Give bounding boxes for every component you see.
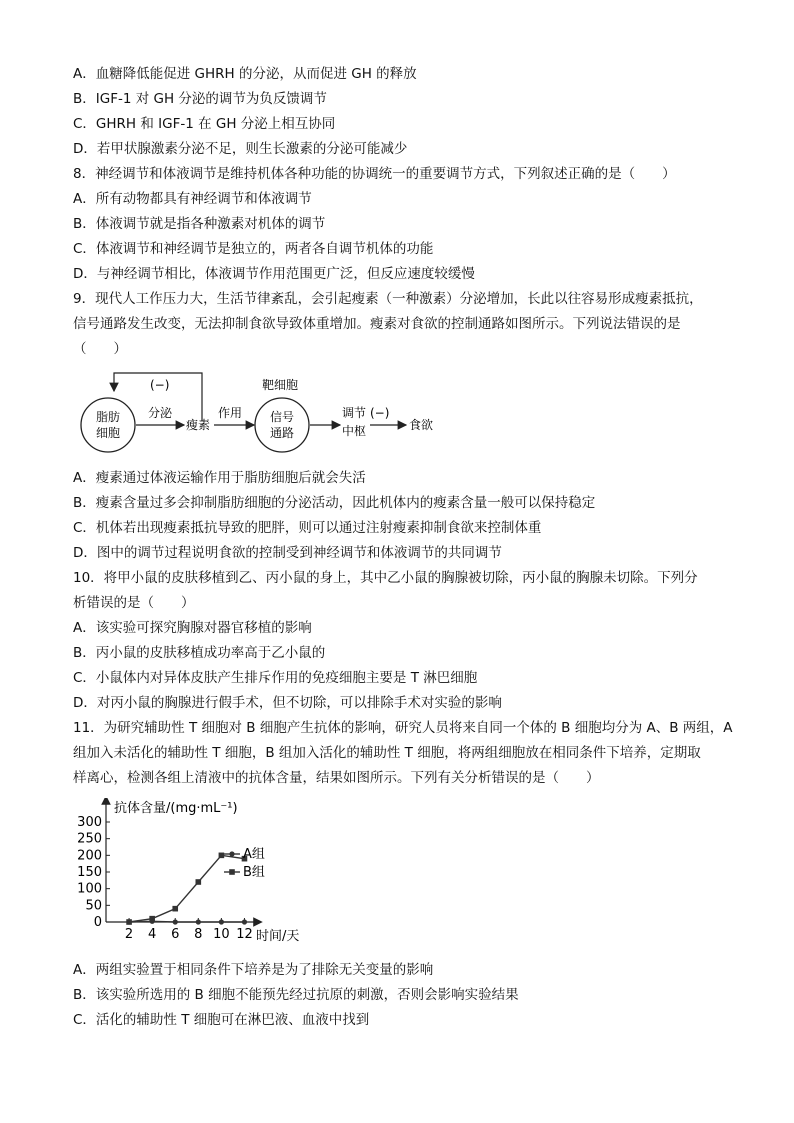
q10-option-b: B．丙小鼠的皮肤移植成功率高于乙小鼠的: [73, 645, 326, 661]
q10-option-c: C．小鼠体内对异体皮肤产生排斥作用的免疫细胞主要是 T 淋巴细胞: [73, 670, 478, 686]
chart-series-line-b: [129, 855, 244, 922]
q9-option-c: C．机体若出现瘦素抵抗导致的肥胖，则可以通过注射瘦素抑制食欲来控制体重: [73, 520, 542, 536]
chart-point-b: [196, 879, 202, 885]
act-label: 作用: [218, 406, 243, 420]
chart-point-b: [149, 916, 155, 922]
q8-option-a: A．所有动物都具有神经调节和体液调节: [73, 191, 312, 207]
q10-stem-line1: 10．将甲小鼠的皮肤移植到乙、丙小鼠的身上，其中乙小鼠的胸腺被切除，丙小鼠的胸腺未切除。下列分: [73, 570, 698, 586]
chart-x-tick-label: 2: [124, 927, 134, 942]
chart-y-axis-label: 抗体含量/(mg·mL⁻¹): [114, 801, 238, 816]
q11-stem-line1: 11．为研究辅助性 T 细胞对 B 细胞产生抗体的影响，研究人员将来自同一个体的 B 细胞均分为 A、B 两组，A: [73, 720, 733, 736]
chart-x-tick-label: 4: [148, 927, 157, 942]
q8-option-c: C．体液调节和神经调节是独立的，两者各自调节机体的功能: [73, 241, 434, 257]
fat-cell-label-1: 脂肪: [95, 410, 121, 424]
chart-point-a: [196, 919, 201, 924]
q11-option-b: B．该实验所选用的 B 细胞不能预先经过抗原的刺激，否则会影响实验结果: [73, 987, 519, 1003]
q9-option-a: A．瘦素通过体液运输作用于脂肪细胞后就会失活: [73, 470, 366, 486]
q8-option-d: D．与神经调节相比，体液调节作用范围更广泛，但反应速度较缓慢: [73, 266, 475, 282]
chart-point-a: [219, 919, 224, 924]
q11-stem-line3: 样离心，检测各组上清液中的抗体含量，结果如图所示。下列有关分析错误的是（ ）: [73, 770, 600, 786]
chart-point-a: [242, 919, 247, 924]
q8-stem: 8．神经调节和体液调节是维持机体各种功能的协调统一的重要调节方式，下列叙述正确的是（ ）: [73, 166, 676, 182]
legend-marker-b: [229, 869, 235, 875]
chart-y-tick-label: 50: [85, 898, 102, 914]
leptin-pathway-diagram: [78, 369, 438, 457]
chart-x-tick-label: 12: [236, 927, 253, 942]
legend-marker-a: [229, 851, 234, 856]
chart-x-axis-label: 时间/天: [256, 929, 300, 944]
q10-stem-line2: 析错误的是（ ）: [73, 595, 195, 611]
signal-pathway-label-1: 信号: [269, 410, 295, 424]
fat-cell-label-2: 细胞: [95, 426, 121, 440]
q11-stem-line2: 组加入未活化的辅助性 T 细胞，B 组加入活化的辅助性 T 细胞，将两组细胞放在相同条件下培养，定期取: [73, 745, 701, 761]
chart-series-line-a: [129, 921, 244, 922]
chart-point-b: [172, 906, 178, 912]
q9-stem-line3: （ ）: [73, 341, 127, 357]
q7-option-c: C．GHRH 和 IGF-1 在 GH 分泌上相互协同: [73, 116, 336, 132]
chart-point-a: [173, 919, 178, 924]
signal-pathway-label-2: 通路: [269, 426, 295, 440]
chart-y-tick-label: 300: [77, 815, 102, 830]
chart-y-tick-label: 200: [77, 848, 102, 864]
feedback-neg-label: (−): [150, 378, 170, 392]
fat-cell-circle: [81, 398, 135, 452]
q7-option-b: B．IGF-1 对 GH 分泌的调节为负反馈调节: [73, 91, 327, 107]
legend-label: A组: [243, 847, 265, 862]
chart-y-tick-label: 100: [77, 881, 102, 897]
chart-x-tick-label: 6: [171, 927, 180, 942]
q10-option-a: A．该实验可探究胸腺对器官移植的影响: [73, 620, 312, 636]
antibody-chart: [74, 798, 306, 948]
chart-point-b: [126, 919, 132, 925]
regulate-neg-label: (−): [370, 406, 390, 420]
q11-option-a: A．两组实验置于相同条件下培养是为了排除无关变量的影响: [73, 962, 434, 978]
chart-y-tick-label: 0: [93, 915, 102, 930]
secrete-label: 分泌: [148, 406, 173, 420]
regulate-label: 调节: [342, 406, 367, 420]
q8-option-b: B．体液调节就是指各种激素对机体的调节: [73, 216, 326, 232]
q9-stem-line2: 信号通路发生改变，无法抑制食欲导致体重增加。瘦素对食欲的控制通路如图所示。下列说法错误的是: [73, 316, 681, 332]
chart-point-b: [219, 853, 225, 859]
q11-option-c: C．活化的辅助性 T 细胞可在淋巴液、血液中找到: [73, 1012, 370, 1028]
q9-option-d: D．图中的调节过程说明食欲的控制受到神经调节和体液调节的共同调节: [73, 545, 502, 561]
center-label: 中枢: [342, 424, 367, 438]
leptin-label: 瘦素: [186, 418, 211, 432]
chart-y-tick-label: 150: [77, 865, 102, 880]
chart-y-tick-label: 250: [77, 831, 102, 847]
q10-option-d: D．对丙小鼠的胸腺进行假手术，但不切除，可以排除手术对实验的影响: [73, 695, 502, 711]
signal-pathway-circle: [255, 398, 309, 452]
appetite-label: 食欲: [409, 418, 434, 432]
legend-label: B组: [243, 865, 265, 880]
q7-option-d: D．若甲状腺激素分泌不足，则生长激素的分泌可能减少: [73, 141, 408, 157]
target-cell-label: 靶细胞: [262, 378, 299, 392]
q9-stem-line1: 9．现代人工作压力大，生活节律紊乱，会引起瘦素（一种激素）分泌增加，长此以往容易形成瘦素抵抗，: [73, 291, 703, 307]
q9-option-b: B．瘦素含量过多会抑制脂肪细胞的分泌活动，因此机体内的瘦素含量一般可以保持稳定: [73, 495, 596, 511]
q7-option-a: A．血糖降低能促进 GHRH 的分泌，从而促进 GH 的释放: [73, 66, 417, 82]
chart-x-tick-label: 8: [194, 927, 203, 942]
chart-x-tick-label: 10: [213, 927, 230, 942]
